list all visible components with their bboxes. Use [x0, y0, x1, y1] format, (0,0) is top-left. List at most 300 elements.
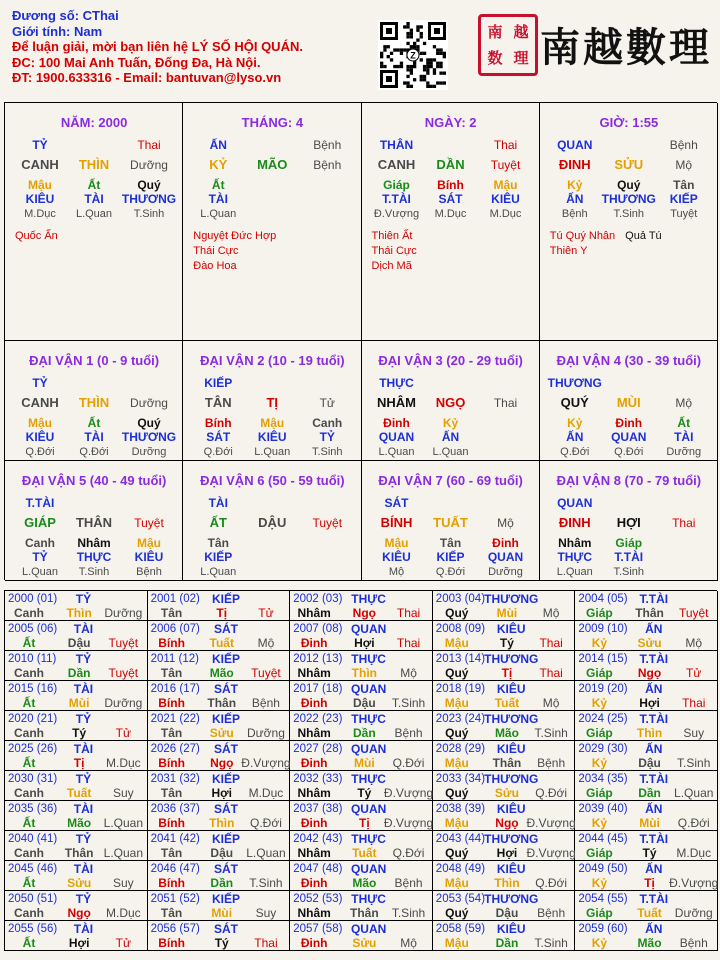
year-stem: Canh: [14, 606, 44, 620]
year-ten-god: KIẾP: [212, 592, 241, 606]
hidden-ten-god: TỶ: [32, 550, 48, 564]
dai-van-branch: THÂN: [75, 515, 113, 530]
pillar-stage-top: Thai: [137, 138, 161, 152]
hidden-stage: L.Quan: [378, 446, 415, 458]
year-label: 2032 (33): [293, 773, 343, 785]
year-stage: Bệnh: [537, 906, 566, 920]
year-stage: L.Quan: [103, 816, 144, 830]
year-stage: Mộ: [685, 636, 703, 650]
year-label: 2004 (05): [578, 593, 628, 605]
hidden-ten-god: QUAN: [378, 430, 415, 444]
year-stage: T.Sinh: [677, 756, 711, 770]
header-label: Để luận giải, mời bạn liên hệ LÝ SỐ HỘI QUÁN.: [12, 39, 303, 54]
year-branch: Mão: [637, 936, 662, 950]
year-branch: Dậu: [638, 756, 661, 770]
hidden-stage: L.Quan: [432, 446, 469, 458]
dai-van-cell: [5, 461, 183, 581]
dai-van-branch: TUẤT: [433, 515, 468, 530]
year-ten-god: ẤN: [645, 622, 663, 636]
year-cell: [575, 861, 718, 891]
hidden-stage: Bệnh: [561, 208, 588, 220]
dai-van-title: ĐẠI VẬN 2 (10 - 19 tuổi): [200, 353, 345, 368]
pillar-stem: KỶ: [209, 157, 228, 172]
year-ten-god: TỶ: [75, 712, 92, 726]
year-ten-god: KIẾP: [212, 712, 241, 726]
year-branch: Sửu: [209, 726, 234, 740]
year-cell: [5, 891, 148, 921]
hidden-stage: T.Sinh: [78, 566, 110, 578]
qr-code: [378, 20, 448, 90]
year-cell: [575, 651, 718, 681]
year-stage: T.Sinh: [534, 726, 568, 740]
year-cell: [148, 591, 291, 621]
year-label: 2046 (47): [150, 863, 200, 875]
dai-van-cell: [362, 341, 540, 461]
year-branch: Tị: [73, 756, 85, 770]
year-branch: Tị: [644, 876, 655, 890]
year-ten-god: TÀI: [73, 682, 94, 696]
year-cell: [5, 711, 148, 741]
hidden-stage: L.Quan: [200, 566, 237, 578]
year-ten-god: T.TÀI: [639, 712, 669, 726]
hidden-stem: Bính: [437, 178, 464, 192]
year-stem: Ất: [22, 636, 36, 650]
year-cell: [433, 831, 576, 861]
dai-van-stem: CANH: [21, 395, 59, 410]
hidden-stem: Nhâm: [558, 536, 592, 550]
year-branch: Mão: [494, 726, 519, 740]
year-label: 2044 (45): [578, 833, 628, 845]
four-pillars-grid: [4, 102, 717, 340]
dai-van-title: ĐẠI VẬN 5 (40 - 49 tuổi): [21, 473, 167, 488]
year-branch: Mùi: [496, 606, 518, 620]
year-ten-god: TỶ: [75, 892, 92, 906]
hidden-ten-god: ẤN: [566, 430, 584, 444]
year-stage: Tuyệt: [108, 666, 139, 680]
hidden-stage: Q.Đới: [203, 446, 233, 458]
year-label: 2036 (37): [150, 803, 200, 815]
year-stem: Quý: [445, 666, 469, 680]
year-stage: L.Quan: [103, 846, 144, 860]
dai-van-stem: QUÝ: [560, 395, 589, 410]
header-label: Giới tính:: [12, 23, 74, 39]
year-label: 2031 (32): [150, 773, 200, 785]
year-stem: Mậu: [444, 756, 469, 770]
hidden-stage: M.Dục: [489, 208, 522, 220]
year-branch: Thìn: [494, 876, 520, 890]
year-label: 2042 (43): [293, 833, 343, 845]
year-label: 2027 (28): [293, 743, 343, 755]
dai-van-stem: BÍNH: [380, 515, 413, 530]
year-label: 2021 (22): [150, 713, 200, 725]
year-cell: [148, 771, 291, 801]
year-ten-god: SÁT: [214, 922, 239, 936]
header-line: [12, 39, 303, 55]
year-cell: [5, 831, 148, 861]
year-ten-god: THƯƠNG: [484, 832, 539, 846]
hidden-stage: L.Quan: [556, 566, 593, 578]
year-label: 2028 (29): [435, 743, 486, 755]
year-ten-god: KIẾP: [212, 772, 241, 786]
hidden-ten-god: TÀI: [84, 192, 104, 206]
year-cell: [5, 861, 148, 891]
year-ten-god: QUAN: [350, 622, 387, 636]
year-branch: Thìn: [636, 726, 663, 740]
year-label: 2033 (34): [435, 773, 486, 785]
year-stem: Đinh: [300, 876, 328, 890]
pillar-stars: [372, 229, 417, 274]
year-ten-god: TỶ: [75, 772, 92, 786]
hidden-stem: Kỷ: [442, 416, 459, 430]
year-cell: [148, 741, 291, 771]
year-cell: [290, 651, 433, 681]
year-cell: [148, 651, 291, 681]
hidden-stage: L.Quan: [21, 566, 59, 578]
year-cell: [5, 801, 148, 831]
hidden-stem: Quý: [617, 178, 641, 192]
year-label: 2058 (59): [435, 923, 486, 935]
year-cell: [5, 621, 148, 651]
year-stage: T.Sinh: [391, 906, 426, 920]
year-stem: Mậu: [444, 876, 469, 890]
hidden-ten-god: TÀI: [84, 430, 104, 444]
year-ten-god: THƯƠNG: [484, 712, 539, 726]
annual-years-grid: [4, 590, 717, 951]
year-label: 2043 (44): [435, 833, 486, 845]
year-cell: [148, 831, 291, 861]
pillar-title: NĂM: 2000: [60, 115, 128, 130]
year-label: 2005 (06): [8, 623, 58, 635]
year-stage: Suy: [683, 726, 705, 740]
year-branch: Hợi: [496, 846, 518, 860]
hidden-stem: Mậu: [260, 416, 285, 430]
header-value: CThai: [82, 8, 119, 23]
year-label: 2057 (58): [293, 923, 343, 935]
year-branch: Tuất: [352, 846, 377, 860]
year-ten-god: KIÊU: [496, 922, 526, 936]
year-label: 2015 (16): [8, 683, 58, 695]
year-cell: [5, 651, 148, 681]
year-label: 2037 (38): [293, 803, 343, 815]
header-label: Đương số:: [12, 8, 83, 23]
hidden-ten-god: SÁT: [438, 192, 463, 206]
hidden-ten-god: THỰC: [557, 550, 593, 564]
year-cell: [433, 921, 576, 951]
year-cell: [433, 801, 576, 831]
year-label: 2001 (02): [150, 593, 200, 605]
year-label: 2009 (10): [578, 623, 628, 635]
year-ten-god: TÀI: [73, 862, 94, 876]
hidden-stage: Bệnh: [136, 566, 162, 578]
year-stage: Mộ: [542, 696, 560, 710]
year-ten-god: TỶ: [75, 652, 92, 666]
pillar-stage-top: Thai: [493, 138, 518, 152]
year-stem: Mậu: [444, 636, 469, 650]
year-label: 2034 (35): [578, 773, 628, 785]
dai-van-cell: [183, 461, 361, 581]
pillar-ten-god: THÂN: [379, 138, 414, 152]
year-label: 2035 (36): [8, 803, 58, 815]
year-label: 2052 (53): [293, 893, 343, 905]
year-branch: Dậu: [67, 636, 91, 650]
year-stem: Giáp: [586, 906, 613, 920]
dai-van-ten-god: THƯƠNG: [547, 376, 602, 390]
year-ten-god: QUAN: [350, 862, 387, 876]
seal-char: 越: [513, 23, 529, 41]
pillar-cell: [540, 103, 718, 341]
year-ten-god: ẤN: [645, 682, 663, 696]
year-stage: Mộ: [400, 666, 417, 680]
pillar-branch: THÌN: [78, 157, 110, 172]
year-stage: Q.Đới: [535, 876, 568, 890]
pillar-stage: Bệnh: [313, 158, 342, 172]
year-stage: Mộ: [400, 936, 417, 950]
year-ten-god: THỰC: [351, 712, 386, 726]
year-cell: [148, 861, 291, 891]
year-ten-god: SÁT: [214, 682, 239, 696]
year-cell: [290, 621, 433, 651]
dai-van-stem: ĐINH: [558, 515, 591, 530]
star-name: Nguyệt Đức Hợp: [193, 230, 277, 242]
hidden-stage: Q.Đới: [560, 446, 590, 458]
star-name: Thái Cực: [371, 245, 417, 257]
year-stem: Tân: [160, 846, 183, 860]
pillar-ten-god: TỶ: [32, 138, 48, 152]
year-stem: Quý: [445, 906, 469, 920]
hidden-stem: Quý: [137, 178, 161, 192]
year-ten-god: KIẾP: [212, 892, 241, 906]
dai-van-stage: Mộ: [675, 396, 693, 410]
year-ten-god: SÁT: [214, 862, 239, 876]
year-ten-god: THỰC: [351, 892, 386, 906]
star-name: Đào Hoa: [193, 260, 237, 272]
hidden-stage: L.Quan: [200, 208, 237, 220]
year-label: 2038 (39): [435, 803, 486, 815]
hidden-stage: L.Quan: [254, 446, 291, 458]
year-branch: Hợi: [639, 696, 660, 710]
year-branch: Thìn: [209, 816, 235, 830]
year-label: 2011 (12): [150, 653, 199, 665]
year-stem: Ất: [22, 876, 36, 890]
hidden-stage: Q.Đới: [614, 446, 644, 458]
hidden-stage: Dưỡng: [131, 446, 167, 458]
hidden-stem: Mậu: [28, 178, 52, 192]
year-cell: [433, 711, 576, 741]
year-stage: Tử: [115, 936, 132, 950]
pillar-stage-top: Bệnh: [669, 138, 698, 152]
year-branch: Tị: [358, 816, 370, 830]
pillar-ten-god: ẤN: [209, 138, 227, 152]
year-cell: [148, 681, 291, 711]
year-label: 2051 (52): [150, 893, 200, 905]
year-stage: M.Dục: [676, 846, 712, 860]
dai-van-title: ĐẠI VẬN 8 (70 - 79 tuổi): [556, 473, 702, 488]
year-stem: Mậu: [444, 696, 469, 710]
hidden-stage: Mộ: [388, 566, 405, 578]
year-branch: Sửu: [494, 786, 519, 800]
year-stem: Đinh: [300, 636, 328, 650]
year-stem: Canh: [14, 726, 44, 740]
year-label: 2000 (01): [8, 593, 58, 605]
year-stage: Q.Đới: [250, 816, 282, 830]
year-branch: Hợi: [354, 636, 375, 650]
year-branch: Hợi: [211, 786, 232, 800]
year-ten-god: QUAN: [350, 802, 387, 816]
year-branch: Sửu: [352, 936, 377, 950]
year-stem: Mậu: [444, 816, 469, 830]
pillar-stem: CANH: [21, 157, 59, 172]
year-stage: Thai: [254, 936, 278, 950]
year-ten-god: KIẾP: [212, 832, 241, 846]
year-label: 2045 (46): [8, 863, 58, 875]
year-cell: [5, 921, 148, 951]
header-value: Nam: [73, 23, 103, 39]
year-label: 2026 (27): [150, 743, 200, 755]
year-stage: T.Sinh: [391, 696, 426, 710]
year-branch: Tuất: [494, 696, 520, 710]
hidden-stage: T.Sinh: [613, 566, 645, 578]
year-stem: Nhâm: [297, 666, 331, 680]
year-stage: Suy: [113, 786, 134, 800]
year-stem: Đinh: [300, 696, 328, 710]
dai-van-ten-god: THỰC: [379, 376, 414, 390]
year-ten-god: TÀI: [73, 742, 94, 756]
year-stem: Bính: [158, 876, 185, 890]
year-stage: Suy: [255, 906, 277, 920]
year-ten-god: SÁT: [214, 742, 239, 756]
hidden-ten-god: T.TÀI: [382, 192, 411, 206]
year-stem: Tân: [160, 726, 183, 740]
year-branch: Dần: [210, 876, 234, 890]
hidden-stem: Quý: [137, 416, 161, 430]
hidden-stem: Đinh: [383, 416, 410, 430]
year-stage: Tử: [258, 606, 274, 620]
year-ten-god: THƯƠNG: [484, 772, 539, 786]
dai-van-stage: Thai: [672, 516, 696, 530]
year-branch: Mùi: [353, 756, 375, 770]
hidden-stem: Tân: [207, 536, 229, 550]
year-branch: Dần: [67, 666, 91, 680]
year-ten-god: SÁT: [214, 802, 239, 816]
dai-van-grid: [4, 340, 717, 580]
dai-van-title: ĐẠI VẬN 4 (30 - 39 tuổi): [556, 353, 702, 368]
year-stage: L.Quan: [246, 846, 286, 860]
year-label: 2029 (30): [578, 743, 628, 755]
year-branch: Sửu: [67, 876, 92, 890]
dai-van-ten-god: TỶ: [32, 376, 48, 390]
year-stage: Đ.Vượng: [383, 816, 434, 830]
hidden-stem: Ất: [87, 416, 101, 430]
hidden-stage: M.Dục: [24, 208, 56, 220]
year-branch: Ngọ: [495, 816, 519, 830]
hidden-stage: Dưỡng: [488, 566, 523, 578]
pillar-branch: DẦN: [436, 157, 465, 172]
pillar-stage: Tuyệt: [490, 158, 521, 172]
hidden-stem: Giáp: [383, 178, 410, 192]
year-stage: Tuyệt: [108, 636, 139, 650]
star-name: Thái Cực: [193, 245, 239, 257]
pillar-stars: [15, 229, 58, 244]
year-ten-god: THỰC: [351, 652, 386, 666]
year-branch: Dậu: [352, 696, 376, 710]
year-cell: [290, 591, 433, 621]
dai-van-ten-god: T.TÀI: [25, 496, 55, 510]
year-ten-god: ẤN: [645, 802, 663, 816]
pillar-stage: Dưỡng: [130, 158, 168, 172]
year-stem: Kỷ: [591, 816, 608, 830]
dai-van-branch: MÙI: [616, 395, 641, 410]
year-ten-god: SÁT: [214, 622, 239, 636]
year-ten-god: ẤN: [645, 922, 663, 936]
year-cell: [290, 831, 433, 861]
hidden-ten-god: SÁT: [206, 430, 231, 444]
year-stem: Nhâm: [297, 786, 331, 800]
year-label: 2049 (50): [578, 863, 628, 875]
year-branch: Ngọ: [210, 756, 234, 770]
hidden-stage: T.Sinh: [311, 446, 343, 458]
year-cell: [433, 861, 576, 891]
year-branch: Sửu: [637, 636, 662, 650]
year-stage: T.Sinh: [249, 876, 283, 890]
year-label: 2023 (24): [435, 713, 486, 725]
year-branch: Mão: [67, 816, 92, 830]
year-label: 2022 (23): [293, 713, 343, 725]
year-stage: L.Quan: [674, 786, 714, 800]
hidden-stem: Kỷ: [567, 416, 583, 430]
year-cell: [148, 801, 291, 831]
year-ten-god: KIÊU: [496, 802, 526, 816]
header-line: [12, 8, 303, 24]
year-ten-god: TÀI: [73, 922, 94, 936]
year-stage: Dưỡng: [674, 906, 713, 920]
dai-van-stem: GIÁP: [24, 515, 56, 530]
year-cell: [575, 801, 718, 831]
hidden-stem: Canh: [25, 536, 55, 550]
year-branch: Mùi: [639, 816, 660, 830]
hidden-ten-god: TÀI: [208, 192, 228, 206]
svg-text:Z: Z: [410, 50, 416, 61]
year-stem: Canh: [14, 786, 44, 800]
hidden-ten-god: TÀI: [674, 430, 694, 444]
year-cell: [575, 921, 718, 951]
year-stage: Tuyệt: [251, 666, 281, 680]
star-name: Dịch Mã: [371, 260, 412, 272]
year-cell: [433, 651, 576, 681]
year-branch: Ngọ: [67, 906, 91, 920]
pillar-stars: [550, 229, 662, 259]
year-stage: Q.Đới: [392, 846, 425, 860]
year-cell: [290, 861, 433, 891]
year-branch: Thân: [635, 606, 664, 620]
dai-van-cell: [183, 341, 361, 461]
dai-van-stage: Dưỡng: [130, 396, 168, 410]
year-ten-god: KIÊU: [496, 862, 526, 876]
dai-van-branch: THÌN: [78, 395, 110, 410]
year-cell: [575, 711, 718, 741]
year-stem: Quý: [445, 846, 469, 860]
year-cell: [575, 591, 718, 621]
pillar-ten-god: QUAN: [557, 138, 593, 152]
dai-van-stage: Tử: [319, 396, 335, 410]
year-stem: Kỷ: [591, 876, 608, 890]
year-branch: Thân: [349, 906, 379, 920]
year-cell: [5, 681, 148, 711]
year-cell: [148, 621, 291, 651]
year-stem: Bính: [158, 816, 185, 830]
year-stage: Đ.Vượng: [669, 876, 719, 890]
hidden-stage: Đ.Vượng: [373, 208, 420, 220]
year-branch: Ngọ: [637, 666, 662, 680]
